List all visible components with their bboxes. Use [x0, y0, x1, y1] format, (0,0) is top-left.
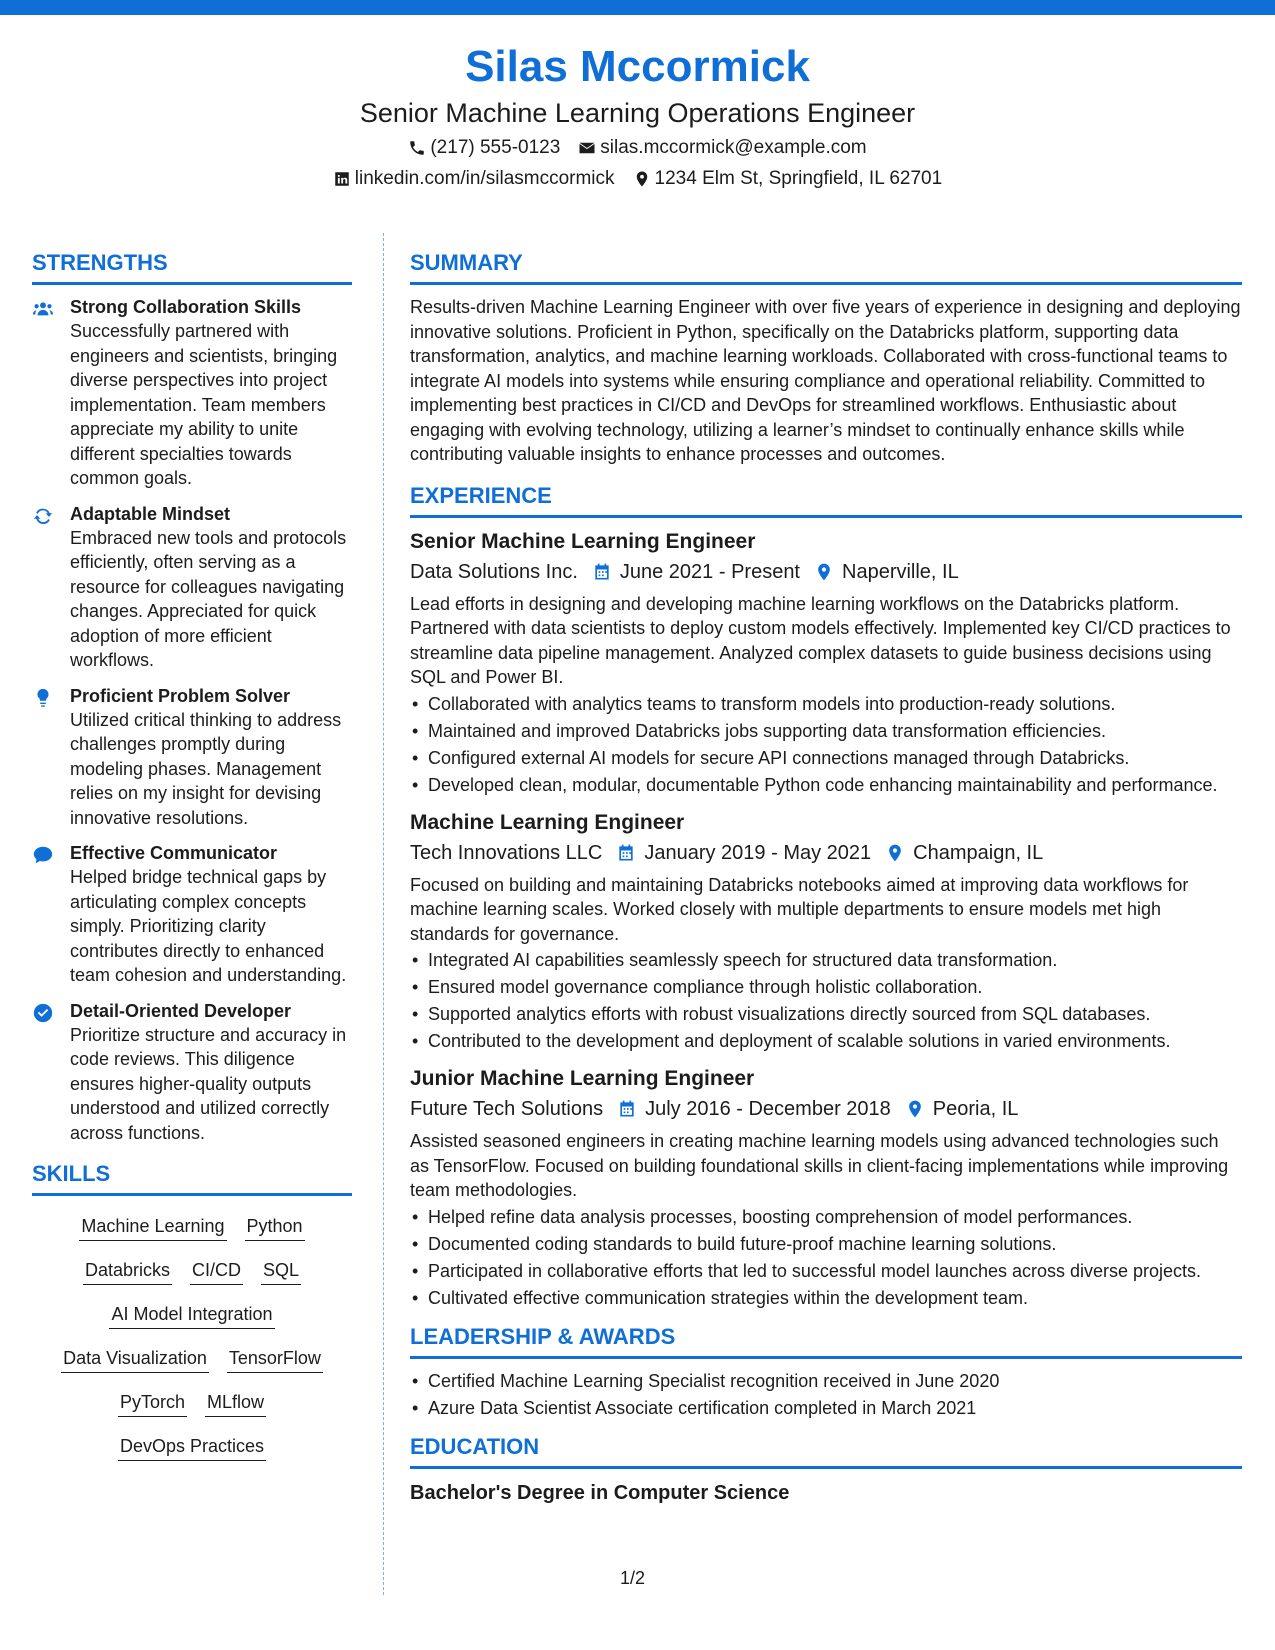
leadership-list — [410, 1369, 1242, 1420]
job-bullets — [410, 692, 1242, 797]
linkedin-icon — [333, 170, 351, 188]
skills-list — [32, 1214, 352, 1461]
education-heading: EDUCATION — [410, 1432, 1242, 1469]
candidate-name: Silas Mccormick — [465, 42, 810, 91]
strength-title: Adaptable Mindset — [70, 503, 231, 524]
skill-row — [32, 1346, 352, 1373]
job-title: Junior Machine Learning Engineer — [410, 1067, 755, 1090]
check-circle-icon — [32, 1002, 54, 1024]
job-bullets — [410, 1205, 1242, 1310]
bullet-item: • Configured external AI models for secure API connections managed through Databricks. — [410, 746, 1242, 770]
summary-text: Results-driven Machine Learning Engineer with over five years of experience in designing and deploying innovative solutions. Proficient in Python, specifically on the Databricks platform, supporting data transformation, analytics, and machine learning workloads. Collaborated with cross-functional teams to integrate AI models into systems while ensuring compliance and operational reliability. Committed to implementing best practices in CI/CD and DevOps for streamlined workflows. Enthusiastic about engaging with evolving technology, utilizing a learner’s mindset to continually enhance skills while contributing valuable insights to enhance processes and outcomes. — [410, 297, 1241, 464]
job-entry — [410, 809, 1242, 1054]
linkedin-text[interactable]: linkedin.com/in/silasmccormick — [354, 168, 615, 189]
job-entry — [410, 528, 1242, 797]
bullet-item: • Participated in collaborative efforts that led to successful model launches across diverse projects. — [410, 1259, 1242, 1283]
strengths-list — [32, 295, 352, 1145]
phone-contact — [408, 135, 560, 161]
skill-tag: PyTorch — [118, 1390, 187, 1417]
job-meta — [410, 839, 1242, 867]
calendar-icon — [592, 562, 612, 582]
users-icon — [32, 298, 54, 320]
bullet-item: • Collaborated with analytics teams to transform models into production-ready solutions. — [410, 692, 1242, 716]
skill-tag: SQL — [261, 1258, 301, 1285]
job-company: Future Tech Solutions — [410, 1098, 604, 1120]
envelope-icon — [578, 139, 596, 157]
map-marker-icon — [905, 1099, 925, 1119]
job-title: Senior Machine Learning Engineer — [410, 529, 756, 553]
strength-item — [32, 999, 352, 1146]
address-text: 1234 Elm St, Springfield, IL 62701 — [654, 168, 943, 189]
bullet-item: • Integrated AI capabilities seamlessly speech for structured data transformation. — [410, 948, 1242, 972]
strength-item — [32, 295, 352, 491]
map-marker-icon — [885, 843, 905, 863]
top-accent-bar — [0, 0, 1275, 15]
column-divider — [383, 233, 384, 1595]
bullet-item: • Contributed to the development and deployment of scalable solutions in varied environments. — [410, 1029, 1242, 1053]
calendar-icon — [616, 843, 636, 863]
strength-title: Proficient Problem Solver — [70, 685, 291, 706]
job-description: Focused on building and maintaining Databricks notebooks aimed at improving data workflows for machine learning scales. Worked closely with multiple departments to ensure models met high standards for governance. — [410, 874, 1189, 944]
skill-tag: TensorFlow — [227, 1346, 323, 1373]
linkedin-contact[interactable] — [333, 166, 615, 192]
right-column — [410, 248, 1242, 1507]
lightbulb-icon — [32, 687, 54, 709]
job-description: Assisted seasoned engineers in creating machine learning models using advanced technologies such as TensorFlow. Focused on building foundational skills in client-facing implementations while improving team methodologies. — [410, 1131, 1229, 1200]
job-dates: July 2016 - December 2018 — [645, 1098, 891, 1120]
education-degree: Bachelor's Degree in Computer Science — [410, 1481, 790, 1504]
calendar-icon — [617, 1099, 637, 1119]
skill-tag: MLflow — [205, 1390, 266, 1417]
skill-tag: AI Model Integration — [109, 1302, 274, 1329]
map-marker-icon — [633, 170, 651, 188]
skills-heading: SKILLS — [32, 1159, 352, 1196]
candidate-title: Senior Machine Learning Operations Engineer — [359, 98, 916, 128]
skill-tag: CI/CD — [190, 1258, 243, 1285]
page-number: 1/2 — [620, 1568, 646, 1588]
comment-icon — [32, 844, 54, 866]
resume-header — [0, 40, 1275, 192]
job-title: Machine Learning Engineer — [410, 810, 685, 834]
bullet-item: • Cultivated effective communication strategies within the development team. — [410, 1286, 1242, 1310]
experience-heading: EXPERIENCE — [410, 481, 1242, 518]
sync-icon — [32, 505, 54, 527]
job-location: Naperville, IL — [842, 560, 959, 583]
phone-text: (217) 555-0123 — [430, 137, 561, 158]
skill-tag: Python — [245, 1214, 305, 1241]
job-description: Lead efforts in designing and developing machine learning workflows on the Databricks platform. Partnered with data scientists to deploy custom models effectively. Implemented key CI/CD practices to streamline data pipeline management. Analyzed complex datasets to guide business decisions using SQL and Power BI. — [410, 593, 1231, 687]
contact-row-1 — [0, 135, 1275, 161]
job-meta — [410, 1095, 1242, 1123]
strength-desc: Prioritize structure and accuracy in code reviews. This diligence ensures higher-quality outputs understood and utilized correctly across functions. — [70, 1024, 347, 1143]
job-dates: June 2021 - Present — [619, 560, 800, 583]
contact-row-2 — [0, 166, 1275, 192]
strength-title: Strong Collaboration Skills — [70, 297, 302, 317]
strength-title: Detail-Oriented Developer — [70, 1000, 292, 1021]
phone-icon — [408, 139, 426, 157]
strength-item — [32, 502, 352, 673]
job-dates: January 2019 - May 2021 — [644, 841, 872, 864]
skill-row — [32, 1302, 352, 1329]
email-contact[interactable] — [578, 135, 866, 161]
bullet-item: • Azure Data Scientist Associate certification completed in March 2021 — [410, 1396, 1242, 1420]
skill-tag: Databricks — [83, 1258, 172, 1285]
skill-tag: Data Visualization — [61, 1346, 209, 1373]
bullet-item: • Supported analytics efforts with robust visualizations directly sourced from SQL databases. — [410, 1002, 1242, 1026]
email-text[interactable]: silas.mccormick@example.com — [600, 137, 867, 158]
job-location: Peoria, IL — [932, 1098, 1019, 1120]
skill-tag: DevOps Practices — [118, 1434, 266, 1461]
job-meta — [410, 558, 1242, 586]
left-column — [32, 248, 352, 1478]
bullet-item: • Certified Machine Learning Specialist recognition received in June 2020 — [410, 1369, 1242, 1393]
leadership-heading: LEADERSHIP & AWARDS — [410, 1322, 1242, 1359]
bullet-item: • Maintained and improved Databricks jobs supporting data transformation efficiencies. — [410, 719, 1242, 743]
map-marker-icon — [814, 562, 834, 582]
job-location: Champaign, IL — [913, 841, 1044, 864]
job-entry — [410, 1065, 1242, 1310]
summary-heading: SUMMARY — [410, 248, 1242, 285]
strength-desc: Utilized critical thinking to address challenges promptly during modeling phases. Management relies on my insight for devising innovative resolutions. — [70, 709, 342, 828]
bullet-item: • Documented coding standards to build future-proof machine learning solutions. — [410, 1232, 1242, 1256]
bullet-item: • Ensured model governance compliance through holistic collaboration. — [410, 975, 1242, 999]
job-company: Data Solutions Inc. — [410, 560, 578, 583]
strength-item — [32, 841, 352, 988]
skill-row — [32, 1258, 352, 1285]
job-company: Tech Innovations LLC — [410, 841, 603, 864]
skill-row — [32, 1390, 352, 1417]
bullet-item: • Helped refine data analysis processes, boosting comprehension of model performances. — [410, 1205, 1242, 1229]
strength-desc: Successfully partnered with engineers and scientists, bringing diverse perspectives into project implementation. Team members appreciate my ability to unite different specialties towards common goals. — [70, 321, 338, 488]
strength-desc: Embraced new tools and protocols efficiently, often serving as a resource for colleagues navigating changes. Appreciated for quick adoption of more efficient workflows. — [70, 527, 347, 670]
job-bullets — [410, 948, 1242, 1053]
strength-title: Effective Communicator — [70, 843, 278, 863]
strengths-heading: STRENGTHS — [32, 248, 352, 285]
address-contact — [633, 166, 943, 192]
skill-row — [32, 1434, 352, 1461]
skill-tag: Machine Learning — [79, 1214, 226, 1241]
bullet-item: • Developed clean, modular, documentable Python code enhancing maintainability and performance. — [410, 773, 1242, 797]
strength-desc: Helped bridge technical gaps by articulating complex concepts simply. Prioritizing clarity contributes directly to enhanced team cohesion and understanding. — [70, 867, 347, 985]
skill-row — [32, 1214, 352, 1241]
strength-item — [32, 684, 352, 831]
